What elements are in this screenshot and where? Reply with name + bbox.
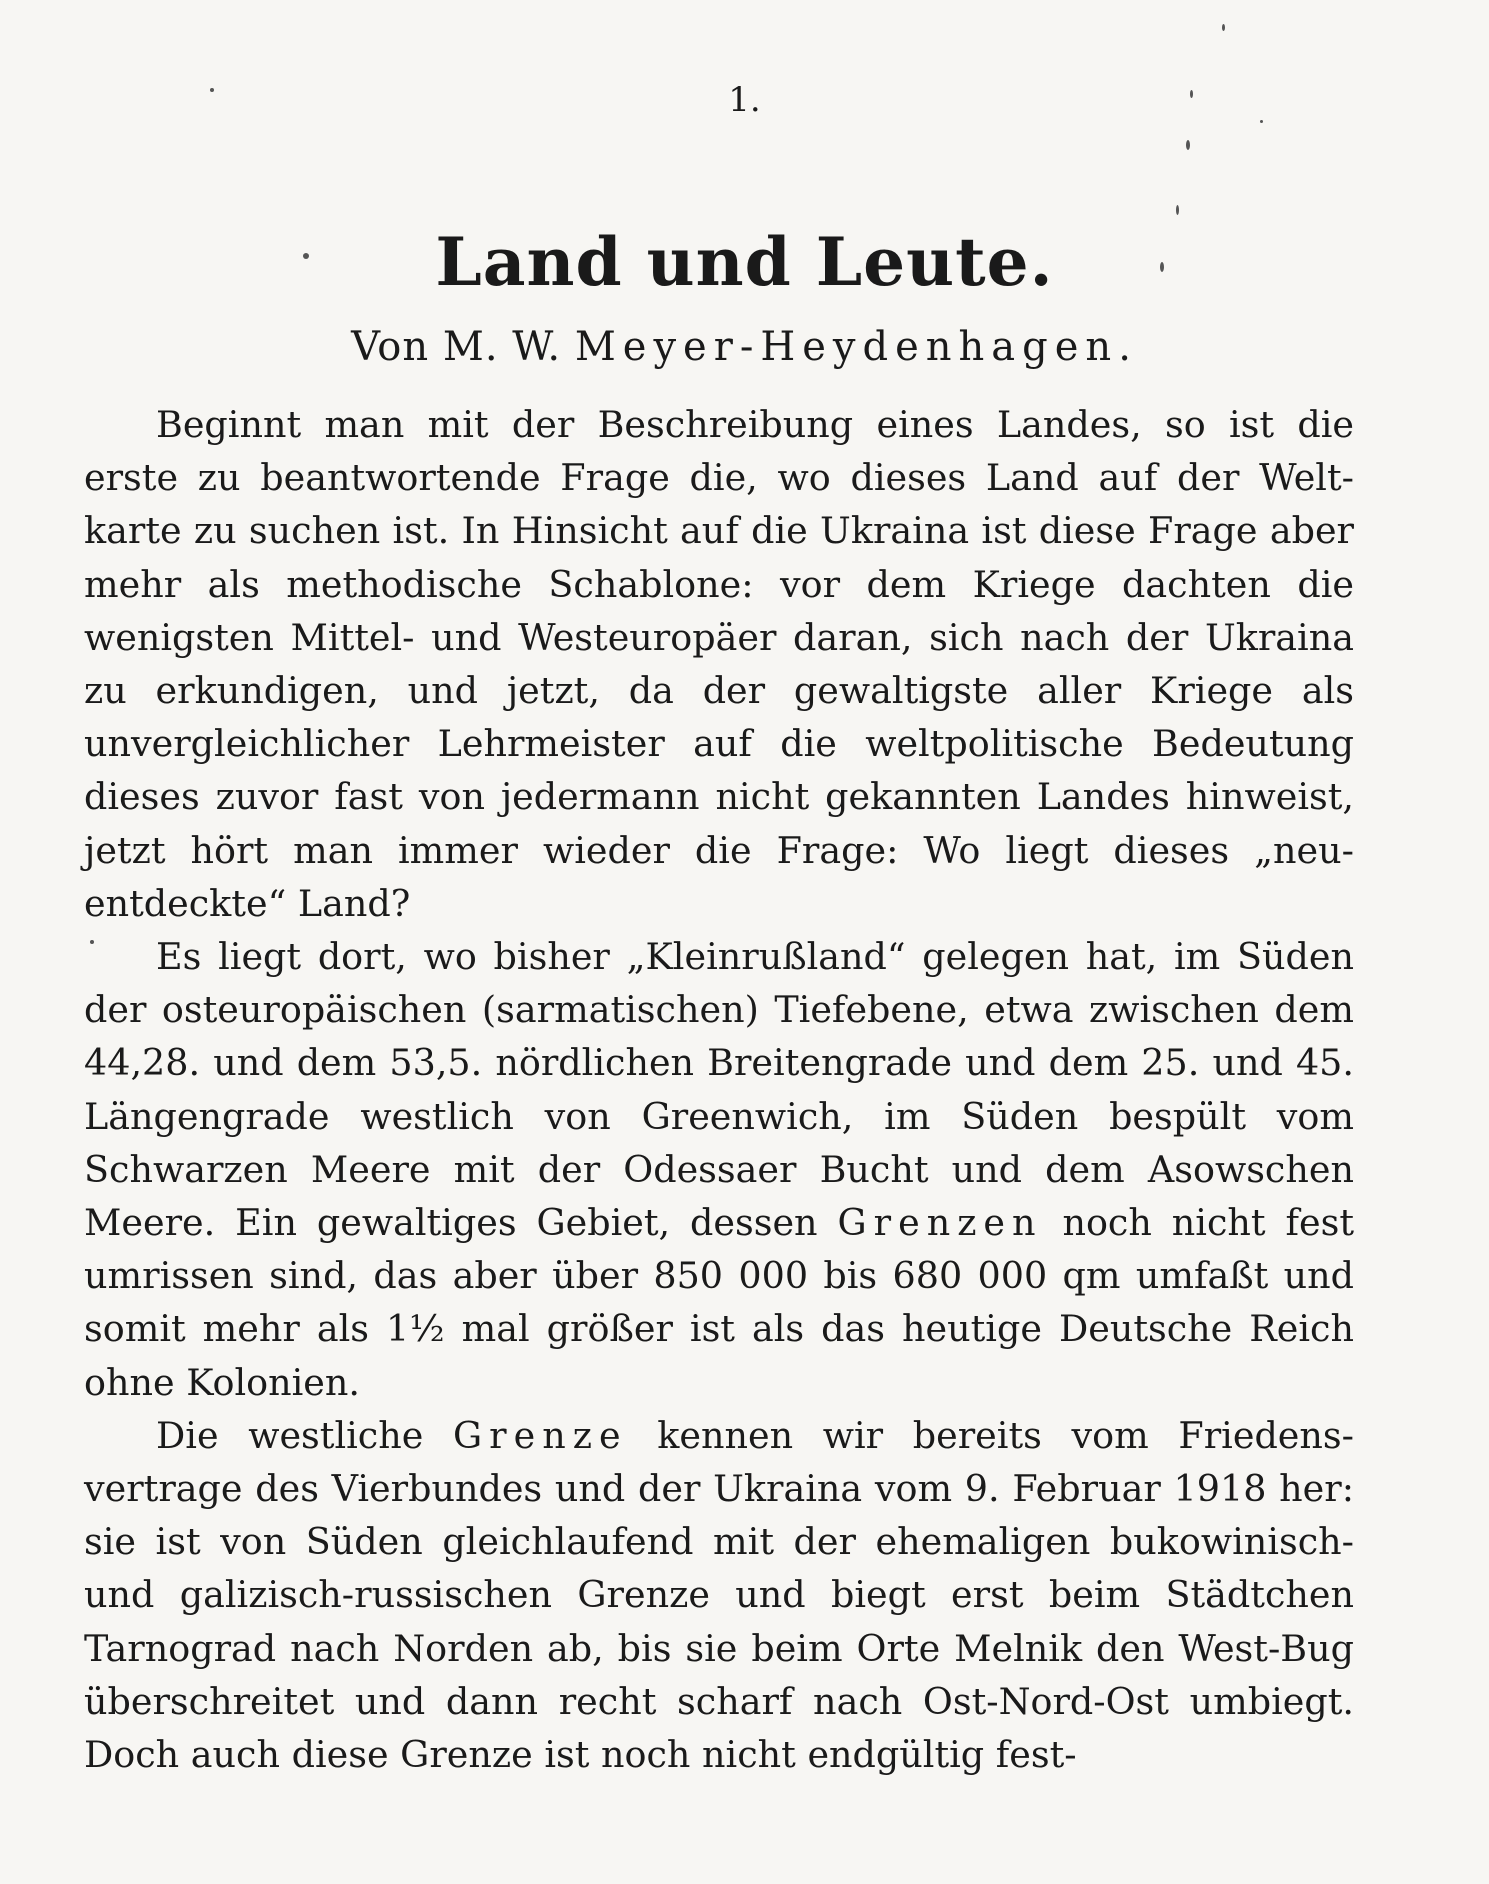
byline-prefix: Von M. W. — [351, 324, 562, 370]
page-number: 1. — [728, 80, 761, 120]
paragraph-text: kennen wir bereits vom Friedensvertrage des Vierbundes und der Ukraina vom 9. Februar 1918 her: sie ist von Süden gleichlaufend mit der ehemaligen bukowinisch- und galizisch-russischen Grenze und biegt erst beim Städtchen Tarnograd nach Norden ab, bis sie beim Orte Melnik den West-Bug überschreitet und dann recht scharf nach Ost-Nord-Ost umbiegt. Doch auch diese Grenze ist noch nicht endgültig fest- — [84, 1413, 1354, 1777]
paragraph-text: noch nicht fest umrissen sind, das aber über 850 000 bis 680 000 qm umfaßt und somit mehr als 1½ mal größer ist als das heutige Deutsche Reich ohne Kolonien. — [84, 1201, 1355, 1404]
scan-speck — [303, 253, 309, 259]
emphasized-text: Grenze — [453, 1413, 628, 1457]
paragraph — [84, 930, 1354, 1409]
paragraph-text: Die westliche — [156, 1413, 454, 1457]
scan-speck — [1222, 24, 1225, 31]
body-text — [84, 398, 1354, 1781]
author-byline — [0, 322, 1489, 372]
scan-speck — [210, 88, 214, 92]
scan-speck — [1176, 205, 1179, 215]
paragraph — [84, 1409, 1354, 1781]
scan-speck — [90, 940, 94, 944]
scan-speck — [1160, 262, 1164, 272]
paragraph — [84, 398, 1354, 930]
scan-speck — [1190, 90, 1193, 98]
byline-author: Meyer-Heydenhagen. — [574, 324, 1138, 370]
paragraph-text: Beginnt man mit der Beschreibung eines Landes, so ist die erste zu beantwortende Frage die, wo dieses Land auf der Weltkarte zu suchen ist. In Hinsicht auf die Ukraina ist diese Frage aber mehr als methodische Schablone: vor dem Kriege dachten die wenigsten Mittel- und Westeuropäer daran, sich nach der Ukraina zu erkundigen, und jetzt, da der gewaltigste aller Kriege als unvergleichlicher Lehrmeister auf die weltpolitische Bedeutung dieses zuvor fast von jedermann nicht gekannten Landes hinweist, jetzt hört man immer wieder die Frage: Wo liegt dieses „neuentdeckte“ Land? — [84, 403, 1354, 925]
emphasized-text: Grenzen — [837, 1201, 1043, 1245]
paragraph-text: Es liegt dort, wo bisher „Kleinrußland“ gelegen hat, im Süden der osteuropäischen (sarmatischen) Tiefebene, etwa zwischen dem 44,28. und dem 53,5. nördlichen Breitengrade und dem 25. und 45. Längengrade westlich von Greenwich, im Süden bespült vom Schwarzen Meere mit der Odessaer Bucht und dem Asowschen Meere. Ein gewaltiges Gebiet, dessen — [84, 935, 1354, 1245]
chapter-title: Land und Leute. — [435, 223, 1054, 301]
scan-speck — [1260, 120, 1263, 123]
scan-speck — [1186, 140, 1190, 150]
